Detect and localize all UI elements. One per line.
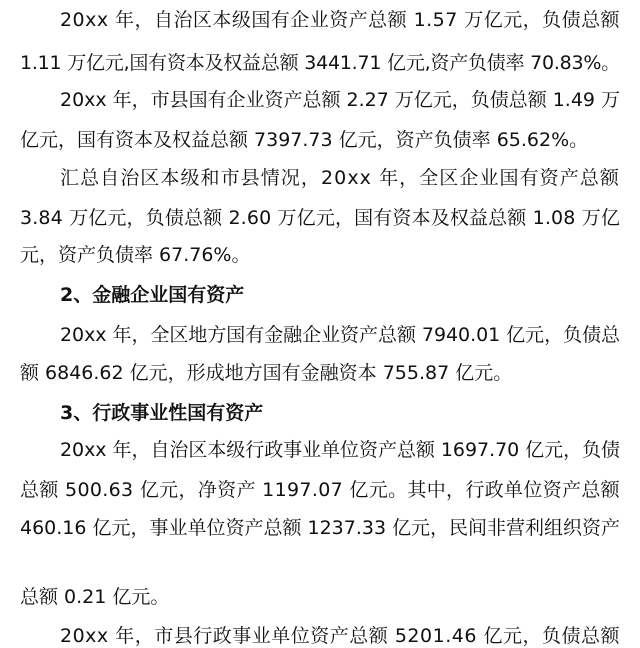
line-text: 3.84 万亿元，负债总额 2.60 万亿元，国有资本及权益总额 1.08 万亿: [20, 207, 620, 229]
line-text: 20xx 年，市县国有企业资产总额 2.27 万亿元，负债总额 1.49 万: [60, 89, 620, 111]
line-text: 20xx 年，市县行政事业单位资产总额 5201.46 亿元，负债总额: [60, 625, 620, 647]
paragraph-line: [60, 438, 620, 462]
paragraph-line: [20, 51, 620, 75]
section-heading: [60, 283, 620, 307]
line-text: 元，资产负债率 67.76%。: [20, 244, 251, 266]
line-text: 20xx 年，自治区本级行政事业单位资产总额 1697.70 亿元，负债: [60, 439, 620, 461]
line-text: 460.16 亿元，事业单位资产总额 1237.33 亿元，民间非营利组织资产: [20, 517, 621, 539]
paragraph-line: [20, 516, 620, 540]
line-text: 亿元，国有资本及权益总额 7397.73 亿元，资产负债率 65.62%。: [20, 129, 589, 151]
line-text: 额 6846.62 亿元，形成地方国有金融资本 755.87 亿元。: [20, 362, 513, 384]
paragraph-line: [60, 166, 620, 190]
heading-text: 2、金融企业国有资产: [60, 284, 245, 306]
paragraph-line: [20, 128, 620, 152]
paragraph-line: [20, 478, 620, 502]
paragraph-line: [20, 585, 620, 609]
line-text: 汇总自治区本级和市县情况，20xx 年，全区企业国有资产总额: [60, 167, 620, 189]
line-text: 20xx 年，自治区本级国有企业资产总额 1.57 万亿元，负债总额: [60, 9, 621, 31]
section-heading: [60, 401, 620, 425]
line-text: 总额 0.21 亿元。: [20, 586, 170, 608]
line-text: 1.11 万亿元,国有资本及权益总额 3441.71 亿元,资产负债率 70.83%。: [20, 52, 621, 74]
paragraph-line: [60, 8, 620, 32]
line-text: 20xx 年，全区地方国有金融企业资产总额 7940.01 亿元，负债总: [60, 324, 620, 346]
line-text: 总额 500.63 亿元，净资产 1197.07 亿元。其中，行政单位资产总额: [20, 479, 621, 501]
paragraph-line: [60, 88, 620, 112]
paragraph-line: [20, 243, 620, 267]
paragraph-line: [60, 323, 620, 347]
paragraph-line: [20, 361, 620, 385]
heading-text: 3、行政事业性国有资产: [60, 402, 264, 424]
paragraph-line: [20, 206, 620, 230]
paragraph-line: [60, 624, 620, 648]
